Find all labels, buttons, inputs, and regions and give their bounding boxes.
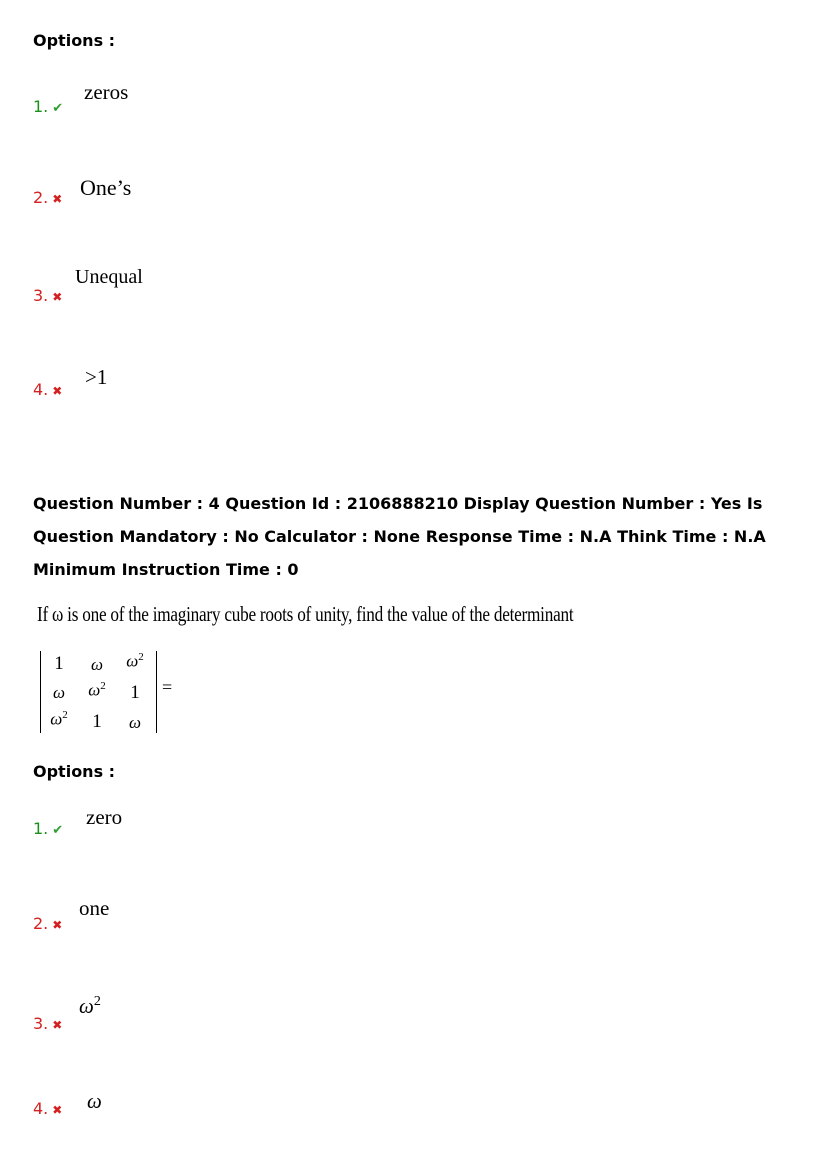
option-number: 4. [33, 1099, 49, 1118]
option-3-marker [33, 286, 62, 305]
matrix-cell: 1 [54, 653, 64, 674]
option-2-marker [33, 914, 62, 933]
option-text: ω [87, 1089, 102, 1113]
option-text: One’s [80, 175, 132, 200]
option-number: 1. [33, 819, 49, 838]
option-text: $\omega^2$ [79, 994, 101, 1018]
determinant [40, 651, 157, 733]
matrix-cell: $\omega^2$ [126, 651, 144, 671]
matrix-cell: ω [52, 683, 65, 702]
matrix-cell: 1 [92, 711, 102, 732]
option-number: 4. [33, 380, 49, 399]
options-label: Options : [33, 31, 116, 50]
option-number: 2. [33, 188, 49, 207]
equals-sign: = [162, 677, 173, 697]
options-label: Options : [33, 762, 116, 781]
option-text: zero [86, 805, 123, 829]
option-number: 3. [33, 1014, 49, 1033]
cross-icon: ✖ [52, 290, 63, 304]
option-text: >1 [85, 365, 108, 389]
matrix-cell: $\omega^2$ [88, 680, 106, 700]
matrix-cell: $\omega^2$ [50, 709, 68, 729]
option-text: zeros [84, 80, 129, 104]
matrix-cell: ω [90, 655, 103, 674]
option-3-marker [33, 1014, 62, 1033]
option-2-marker [33, 188, 62, 207]
option-number: 2. [33, 914, 49, 933]
cross-icon: ✖ [52, 1018, 63, 1032]
option-number: 1. [33, 97, 49, 116]
cross-icon: ✖ [52, 1103, 63, 1117]
option-4-marker [33, 380, 62, 399]
option-4-marker [33, 1099, 62, 1118]
check-icon: ✔ [52, 101, 64, 116]
matrix-cell: ω [128, 713, 141, 732]
option-text: Unequal [75, 266, 143, 288]
cross-icon: ✖ [52, 918, 63, 932]
matrix-cell: 1 [130, 682, 140, 703]
question-meta: Question Number : 4 Question Id : 2106888210 Display Question Number : Yes Is Question Mandatory : No Calculator : None Response Time : N.A Think Time : N.A Minimum Instruction Time : 0 [33, 494, 766, 579]
question-stem: If ω is one of the imaginary cube roots of unity, find the value of the determinant [37, 602, 574, 626]
check-icon: ✔ [52, 823, 64, 838]
option-number: 3. [33, 286, 49, 305]
option-text: one [79, 896, 110, 920]
option-1-marker [33, 97, 63, 116]
option-1-marker [33, 819, 63, 838]
cross-icon: ✖ [52, 192, 63, 206]
cross-icon: ✖ [52, 384, 63, 398]
